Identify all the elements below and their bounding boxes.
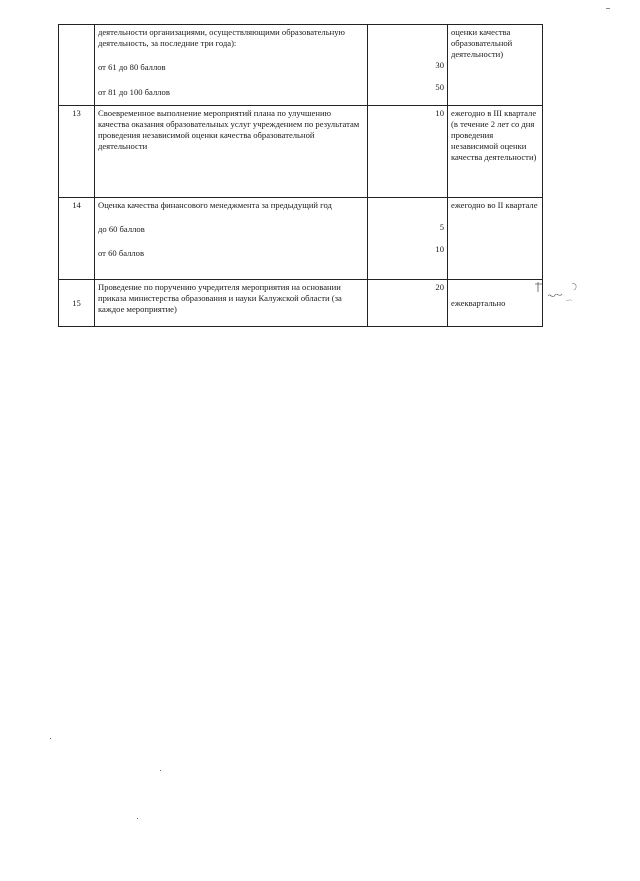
period-cell: оценки качества образовательной деятельности) bbox=[448, 25, 543, 106]
sub-criterion-label: до 60 баллов bbox=[98, 224, 145, 234]
row-number: 15 bbox=[59, 280, 95, 327]
period-cell: ежеквартально bbox=[448, 280, 543, 327]
points-value: 30 bbox=[435, 60, 444, 70]
indicator-text: Оценка качества финансового менеджмента за предыдущий год bbox=[98, 200, 332, 210]
points-cell bbox=[368, 25, 448, 106]
row-number: 13 bbox=[59, 106, 95, 198]
indicator-text: деятельности организациями, осуществляющими образовательную деятельность, за последние три года): bbox=[98, 27, 345, 48]
points-cell bbox=[368, 198, 448, 280]
scan-speck bbox=[137, 818, 138, 819]
indicator-cell bbox=[95, 25, 368, 106]
points-value: 20 bbox=[368, 280, 448, 327]
period-cell: ежегодно во II квартале bbox=[448, 198, 543, 280]
table-row bbox=[59, 106, 543, 198]
criteria-table bbox=[58, 24, 543, 327]
indicator-text: Своевременное выполнение мероприятий плана по улучшению качества оказания образовательных услуг учреждением по результатам проведения независимой оценки качества образовательной деятельности bbox=[95, 106, 368, 198]
points-value: 5 bbox=[439, 222, 444, 232]
table-row bbox=[59, 198, 543, 280]
points-value: 50 bbox=[435, 82, 444, 92]
points-value: 10 bbox=[435, 244, 444, 254]
row-number bbox=[59, 25, 95, 106]
table-row bbox=[59, 25, 543, 106]
scan-speck bbox=[160, 770, 161, 771]
indicator-cell bbox=[95, 198, 368, 280]
table-row bbox=[59, 280, 543, 327]
points-value: 10 bbox=[368, 106, 448, 198]
sub-criterion-label: от 60 баллов bbox=[98, 248, 145, 258]
period-cell: ежегодно в III квартале (в течение 2 лет со дня проведения независимой оценки качества деятельности) bbox=[448, 106, 543, 198]
handwritten-initials bbox=[532, 278, 584, 308]
sub-criterion-label: от 81 до 100 баллов bbox=[98, 87, 170, 97]
scan-mark bbox=[606, 8, 610, 9]
scan-speck bbox=[50, 738, 51, 739]
sub-criterion-label: от 61 до 80 баллов bbox=[98, 62, 166, 72]
row-number: 14 bbox=[59, 198, 95, 280]
indicator-text: Проведение по поручению учредителя мероприятия на основании приказа министерства образования и науки Калужской области (за каждое мероприятие) bbox=[95, 280, 368, 327]
